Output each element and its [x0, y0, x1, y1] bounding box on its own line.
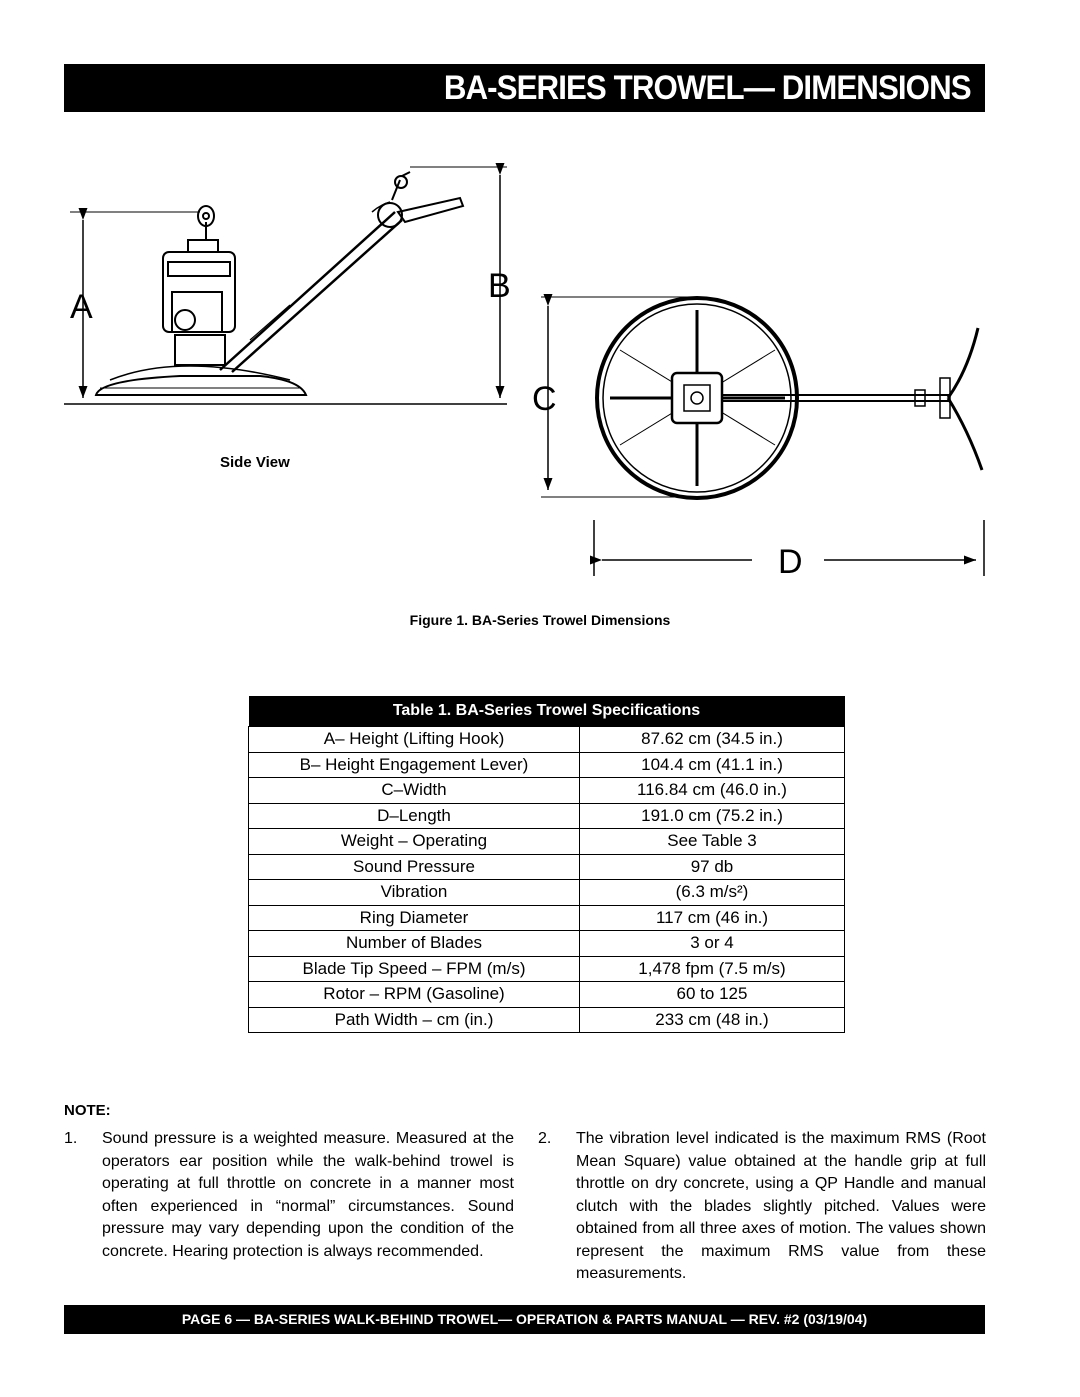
table-row: [249, 803, 845, 829]
table-row: [249, 752, 845, 778]
figure-caption: Figure 1. BA-Series Trowel Dimensions: [409, 612, 671, 628]
spec-value: 3 or 4: [580, 931, 845, 957]
table-row: [249, 778, 845, 804]
page-title: BA-SERIES TROWEL— DIMENSIONS: [444, 69, 971, 107]
spec-label: Ring Diameter: [249, 905, 580, 931]
table-title: Table 1. BA-Series Trowel Specifications: [249, 696, 845, 727]
spec-label: C–Width: [249, 778, 580, 804]
spec-label: D–Length: [249, 803, 580, 829]
dimension-label-d: D: [778, 543, 803, 581]
spec-label: Sound Pressure: [249, 854, 580, 880]
note-text: The vibration level indicated is the maximum RMS (Root Mean Square) value obtained at the handle grip at full throttle on dry concrete, using a QP Handle and manual clutch with the blades slightly pitched. Values were obtained from all three axes of motion. The values shown represent the maximum RMS value from these measurements.: [576, 1130, 986, 1282]
spec-label: Rotor – RPM (Gasoline): [249, 982, 580, 1008]
dimensions-figure: [0, 0, 1080, 600]
note-number: 2.: [538, 1130, 552, 1147]
note-number: 1.: [64, 1130, 78, 1147]
spec-value: (6.3 m/s²): [580, 880, 845, 906]
top-view-drawing: [541, 297, 984, 576]
spec-value: See Table 3: [580, 829, 845, 855]
spec-value: 117 cm (46 in.): [580, 905, 845, 931]
spec-value: 87.62 cm (34.5 in.): [580, 727, 845, 753]
spec-label: Blade Tip Speed – FPM (m/s): [249, 956, 580, 982]
spec-value: 97 db: [580, 854, 845, 880]
spec-label: Vibration: [249, 880, 580, 906]
spec-label: Weight – Operating: [249, 829, 580, 855]
note-heading: NOTE:: [64, 1102, 111, 1119]
table-row: [249, 880, 845, 906]
spec-label: Number of Blades: [249, 931, 580, 957]
spec-value: 1,478 fpm (7.5 m/s): [580, 956, 845, 982]
page-footer: PAGE 6 — BA-SERIES WALK-BEHIND TROWEL— OPERATION & PARTS MANUAL — REV. #2 (03/19/04): [64, 1305, 985, 1334]
spec-label: A– Height (Lifting Hook): [249, 727, 580, 753]
spec-value: 104.4 cm (41.1 in.): [580, 752, 845, 778]
side-view-drawing: [64, 167, 507, 404]
note-text: Sound pressure is a weighted measure. Measured at the operators ear position while the walk-behind trowel is operating at full throttle on concrete in a manner most often experienced in “normal” circumstances. Sound pressure may vary depending upon the condition of the concrete. Hearing protection is always recommended.: [102, 1130, 514, 1260]
spec-label: Path Width – cm (in.): [249, 1007, 580, 1033]
spec-value: 60 to 125: [580, 982, 845, 1008]
dimension-label-b: B: [488, 267, 511, 305]
table-row: [249, 931, 845, 957]
table-row: [249, 905, 845, 931]
spec-label: B– Height Engagement Lever): [249, 752, 580, 778]
spec-value: 233 cm (48 in.): [580, 1007, 845, 1033]
table-row: [249, 956, 845, 982]
spec-value: 191.0 cm (75.2 in.): [580, 803, 845, 829]
spec-value: 116.84 cm (46.0 in.): [580, 778, 845, 804]
table-row: [249, 854, 845, 880]
table-row: [249, 1007, 845, 1033]
side-view-label: Side View: [220, 454, 290, 471]
dimension-label-a: A: [70, 288, 93, 326]
table-row: [249, 982, 845, 1008]
table-row: [249, 829, 845, 855]
dimension-label-c: C: [532, 380, 557, 418]
table-row: [249, 727, 845, 753]
specifications-table: [248, 696, 845, 1033]
